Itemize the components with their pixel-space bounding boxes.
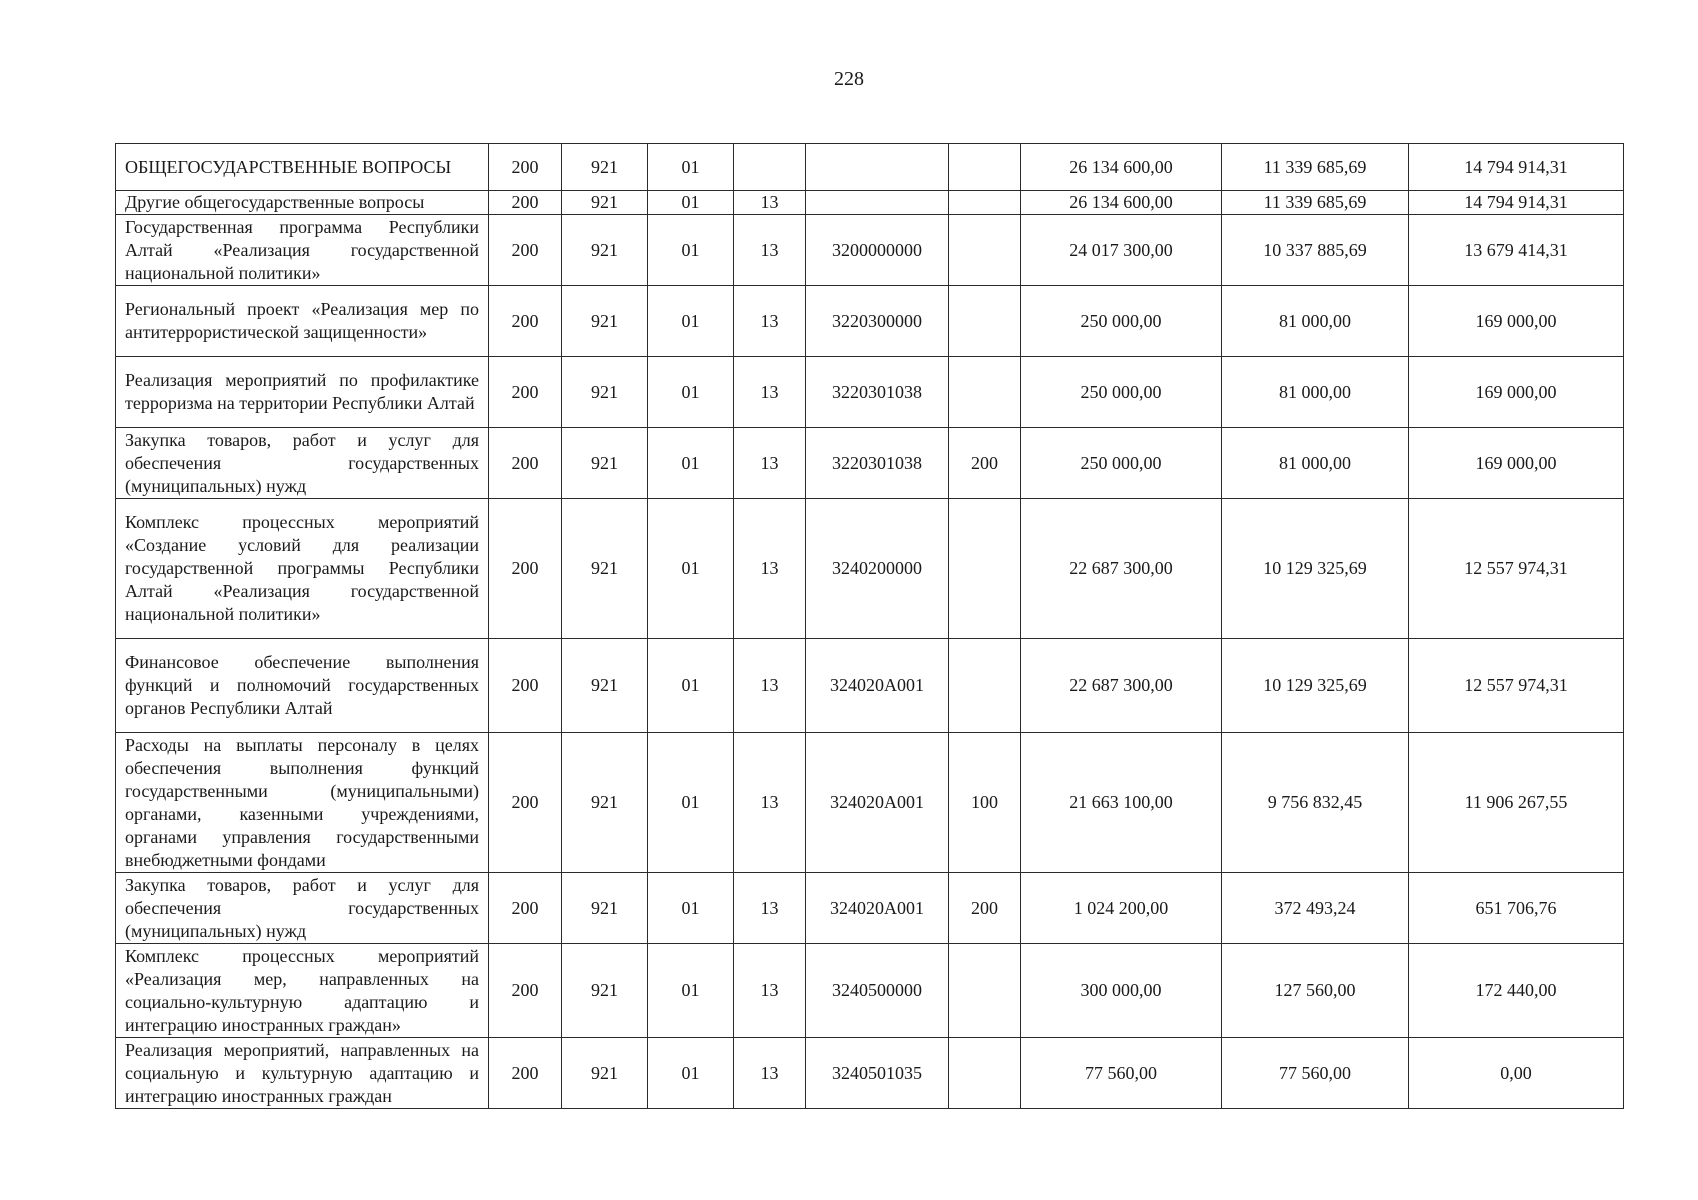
row-code-3: 01 [648,733,734,873]
row-value-2: 81 000,00 [1222,286,1409,357]
row-value-1: 300 000,00 [1021,944,1222,1038]
row-code-6 [949,357,1021,428]
row-name: Реализация мероприятий, направленных на социальную и культурную адаптацию и интеграцию иностранных граждан [116,1038,489,1109]
row-code-3: 01 [648,1038,734,1109]
row-code-2: 921 [562,639,648,733]
row-code-2: 921 [562,428,648,499]
row-value-1: 21 663 100,00 [1021,733,1222,873]
row-name: Расходы на выплаты персоналу в целях обеспечения выполнения функций государственными (муниципальными) органами, казенными учреждениями, органами управления государственными внебюджетными фондами [116,733,489,873]
row-code-3: 01 [648,215,734,286]
row-code-2: 921 [562,286,648,357]
row-value-3: 13 679 414,31 [1409,215,1624,286]
row-value-1: 24 017 300,00 [1021,215,1222,286]
row-value-1: 1 024 200,00 [1021,873,1222,944]
row-value-2: 11 339 685,69 [1222,191,1409,215]
row-value-2: 9 756 832,45 [1222,733,1409,873]
row-value-2: 10 129 325,69 [1222,499,1409,639]
row-code-4: 13 [734,286,806,357]
row-code-2: 921 [562,944,648,1038]
row-code-6: 200 [949,428,1021,499]
row-value-3: 0,00 [1409,1038,1624,1109]
row-code-6 [949,144,1021,191]
row-code-5: 3240200000 [806,499,949,639]
row-value-1: 22 687 300,00 [1021,639,1222,733]
row-code-2: 921 [562,357,648,428]
table-row [116,357,1624,428]
row-value-3: 14 794 914,31 [1409,144,1624,191]
row-code-1: 200 [489,873,562,944]
row-code-4: 13 [734,357,806,428]
row-code-4: 13 [734,215,806,286]
row-name: Комплекс процессных мероприятий «Создание условий для реализации государственной программы Республики Алтай «Реализация государственной национальной политики» [116,499,489,639]
row-code-4: 13 [734,873,806,944]
row-value-1: 26 134 600,00 [1021,144,1222,191]
budget-table [115,143,1624,1109]
row-value-2: 10 337 885,69 [1222,215,1409,286]
row-value-3: 12 557 974,31 [1409,499,1624,639]
row-code-2: 921 [562,1038,648,1109]
row-code-5: 324020А001 [806,733,949,873]
table-row [116,1038,1624,1109]
row-value-1: 250 000,00 [1021,286,1222,357]
table-row [116,286,1624,357]
row-value-1: 77 560,00 [1021,1038,1222,1109]
row-name: Региональный проект «Реализация мер по антитеррористической защищенности» [116,286,489,357]
row-code-5: 3220300000 [806,286,949,357]
row-code-5 [806,191,949,215]
row-code-3: 01 [648,191,734,215]
row-code-3: 01 [648,873,734,944]
row-name: Закупка товаров, работ и услуг для обеспечения государственных (муниципальных) нужд [116,428,489,499]
row-value-1: 250 000,00 [1021,428,1222,499]
row-code-3: 01 [648,428,734,499]
row-code-1: 200 [489,357,562,428]
row-code-4: 13 [734,428,806,499]
row-code-3: 01 [648,286,734,357]
row-code-2: 921 [562,873,648,944]
row-code-5: 3220301038 [806,357,949,428]
table-row [116,873,1624,944]
row-name: Комплекс процессных мероприятий «Реализация мер, направленных на социально-культурную адаптацию и интеграцию иностранных граждан» [116,944,489,1038]
row-name: ОБЩЕГОСУДАРСТВЕННЫЕ ВОПРОСЫ [116,144,489,191]
row-code-1: 200 [489,1038,562,1109]
row-value-2: 81 000,00 [1222,428,1409,499]
row-value-3: 651 706,76 [1409,873,1624,944]
row-value-2: 77 560,00 [1222,1038,1409,1109]
row-code-6 [949,639,1021,733]
table-row [116,944,1624,1038]
row-code-4: 13 [734,733,806,873]
row-code-2: 921 [562,144,648,191]
table-row [116,191,1624,215]
row-code-6 [949,1038,1021,1109]
row-code-4: 13 [734,499,806,639]
row-code-2: 921 [562,733,648,873]
table-row [116,428,1624,499]
row-code-5: 3220301038 [806,428,949,499]
row-code-1: 200 [489,215,562,286]
table-row [116,215,1624,286]
row-code-6 [949,215,1021,286]
row-value-2: 127 560,00 [1222,944,1409,1038]
row-code-6 [949,944,1021,1038]
row-code-2: 921 [562,191,648,215]
row-code-4: 13 [734,944,806,1038]
row-code-6: 100 [949,733,1021,873]
row-code-4: 13 [734,639,806,733]
row-code-5: 324020А001 [806,873,949,944]
row-code-1: 200 [489,144,562,191]
table-row [116,499,1624,639]
row-code-4: 13 [734,191,806,215]
row-value-2: 10 129 325,69 [1222,639,1409,733]
row-code-5 [806,144,949,191]
row-code-2: 921 [562,215,648,286]
table-row [116,144,1624,191]
row-value-3: 12 557 974,31 [1409,639,1624,733]
row-code-5: 324020А001 [806,639,949,733]
row-code-1: 200 [489,944,562,1038]
row-code-5: 3240501035 [806,1038,949,1109]
row-value-1: 250 000,00 [1021,357,1222,428]
row-name: Финансовое обеспечение выполнения функций и полномочий государственных органов Республики Алтай [116,639,489,733]
row-code-1: 200 [489,428,562,499]
row-value-3: 172 440,00 [1409,944,1624,1038]
row-name: Реализация мероприятий по профилактике терроризма на территории Республики Алтай [116,357,489,428]
row-code-3: 01 [648,944,734,1038]
page-number: 228 [834,68,864,90]
row-value-3: 11 906 267,55 [1409,733,1624,873]
row-code-5: 3240500000 [806,944,949,1038]
row-code-1: 200 [489,499,562,639]
row-value-1: 22 687 300,00 [1021,499,1222,639]
row-value-3: 169 000,00 [1409,357,1624,428]
row-code-6: 200 [949,873,1021,944]
row-code-3: 01 [648,499,734,639]
row-code-1: 200 [489,191,562,215]
row-code-1: 200 [489,733,562,873]
row-code-3: 01 [648,144,734,191]
row-value-1: 26 134 600,00 [1021,191,1222,215]
row-value-2: 11 339 685,69 [1222,144,1409,191]
table-row [116,733,1624,873]
row-name: Государственная программа Республики Алтай «Реализация государственной национальной политики» [116,215,489,286]
row-code-5: 3200000000 [806,215,949,286]
row-value-3: 169 000,00 [1409,286,1624,357]
row-code-3: 01 [648,357,734,428]
row-code-3: 01 [648,639,734,733]
row-name: Закупка товаров, работ и услуг для обеспечения государственных (муниципальных) нужд [116,873,489,944]
row-value-3: 169 000,00 [1409,428,1624,499]
row-code-6 [949,499,1021,639]
row-code-6 [949,286,1021,357]
row-code-1: 200 [489,286,562,357]
row-name: Другие общегосударственные вопросы [116,191,489,215]
table-row [116,639,1624,733]
row-code-1: 200 [489,639,562,733]
row-code-4 [734,144,806,191]
row-code-6 [949,191,1021,215]
row-code-2: 921 [562,499,648,639]
row-code-4: 13 [734,1038,806,1109]
row-value-3: 14 794 914,31 [1409,191,1624,215]
row-value-2: 372 493,24 [1222,873,1409,944]
row-value-2: 81 000,00 [1222,357,1409,428]
